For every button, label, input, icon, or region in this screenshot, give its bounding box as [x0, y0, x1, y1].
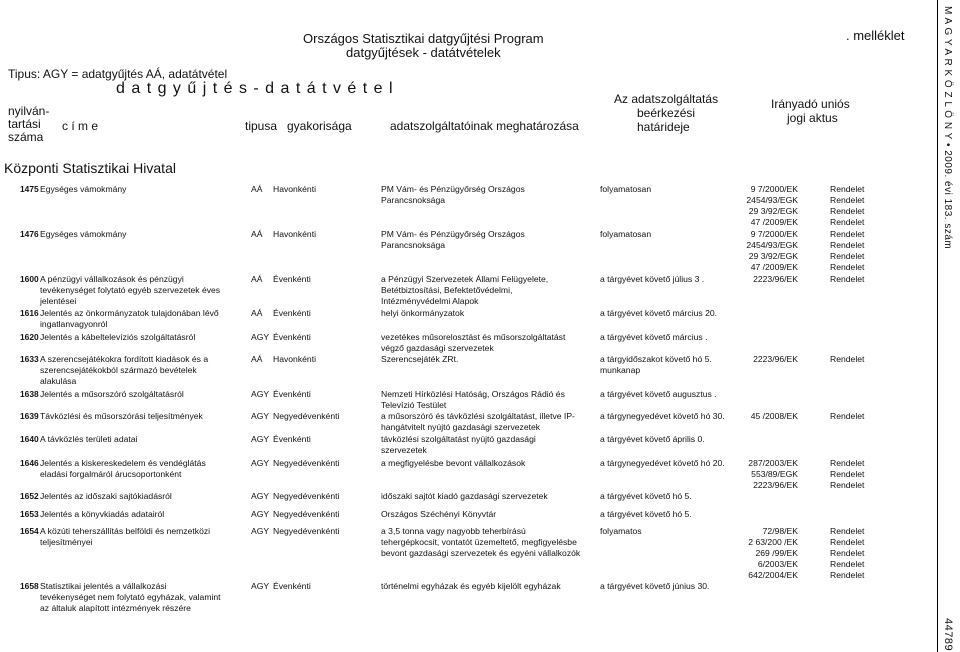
- row-provider: a Pénzügyi Szervezetek Állami Felügyelete, Betétbiztosítási, Befektetővédelmi, Intézményvédelmi Alapok: [381, 274, 549, 306]
- row-deadline: a tárgyévet követő március .: [600, 332, 708, 342]
- row-provider: a 3,5 tonna vagy nagyobb teherbírású tehergépkocsit, vontatót üzemeltető, megfigyelésbe bevont gazdasági szervezetek és egyéni vállalkozók: [381, 526, 581, 558]
- row-legal-type: Rendelet: [830, 411, 865, 421]
- row-frequency: Évenkénti: [273, 581, 311, 591]
- row-title: Jelentés a könyvkiadás adatairól: [40, 509, 165, 519]
- journal-name: M A G Y A R K Ö Z L Ö N Y • 2009. évi 183. szám: [942, 6, 953, 250]
- row-provider: időszaki sajtót kiadó gazdasági szervezetek: [381, 491, 548, 501]
- row-number: 1639: [20, 411, 39, 421]
- row-title: A szerencsejátékokra fordított kiadások és a szerencsejátékokból származó bevételek alakulása: [40, 354, 209, 386]
- row-number: 1476: [20, 229, 39, 239]
- row-title: Távközlési és műsorszórási teljesítmények: [40, 411, 203, 421]
- row-title: Jelentés az időszaki sajtókiadásról: [40, 491, 172, 501]
- row-legal-act: 72/98/EK 2 63/200 /EK 269 /99/EK 6/2003/EK 642/2004/EK: [748, 526, 798, 580]
- row-number: 1652: [20, 491, 39, 501]
- row-type: AÁ: [251, 184, 263, 194]
- row-provider: Országos Széchényi Könyvtár: [381, 509, 497, 519]
- col-header-hatarido-3: határideje: [637, 120, 690, 134]
- row-legal-type: Rendelet Rendelet Rendelet Rendelet Rendelet: [830, 526, 865, 580]
- row-title: Egységes vámokmány: [40, 184, 127, 194]
- row-deadline: folyamatos: [600, 526, 642, 536]
- row-type: AÁ: [251, 308, 263, 318]
- row-deadline: folyamatosan: [600, 229, 652, 239]
- row-type: AGY: [251, 389, 270, 399]
- col-header-jogi-2: jogi aktus: [787, 111, 838, 125]
- row-type: AGY: [251, 581, 270, 591]
- row-title: Jelentés a kábeltelevíziós szolgáltatásról: [40, 332, 196, 342]
- row-legal-type: Rendelet Rendelet Rendelet Rendelet: [830, 229, 865, 272]
- col-header-cime: c í m e: [62, 119, 99, 133]
- row-type: AÁ: [251, 274, 263, 284]
- row-title: Jelentés az önkormányzatok tulajdonában lévő ingatlanvagyonról: [40, 308, 219, 329]
- col-header-hatarido-2: beérkezési: [637, 106, 696, 120]
- row-provider: Nemzeti Hírközlési Hatóság, Országos Rádió és Televízió Testület: [381, 389, 565, 410]
- row-legal-act: 9 7/2000/EK 2454/93/EGK 29 3/92/EGK 47 /2009/EK: [746, 229, 798, 272]
- row-number: 1638: [20, 389, 39, 399]
- row-legal-act: 287/2003/EK 553/89/EGK 2223/96/EK: [748, 458, 798, 490]
- tipus-legend: Tipus: AGY = adatgyűjtés AÁ, adatátvétel: [8, 67, 228, 81]
- row-deadline: a tárgyévet követő július 3 .: [600, 274, 705, 284]
- col-header-nyilv-2: tartási: [8, 117, 41, 131]
- row-type: AÁ: [251, 229, 263, 239]
- organization-heading: Központi Statisztikai Hivatal: [4, 160, 176, 176]
- document-title: Országos Statisztikai datgyűjtési Program: [303, 31, 544, 46]
- row-type: AGY: [251, 458, 270, 468]
- row-deadline: a tárgynegyedévet követő hó 20.: [600, 458, 725, 468]
- row-number: 1658: [20, 581, 39, 591]
- row-frequency: Negyedévenkénti: [273, 491, 340, 501]
- row-legal-act: 9 7/2000/EK 2454/93/EGK 29 3/92/EGK 47 /2009/EK: [746, 184, 798, 227]
- row-provider: a megfigyelésbe bevont vállalkozások: [381, 458, 526, 468]
- col-header-tipusa: tipusa: [245, 119, 278, 133]
- row-legal-act: 2223/96/EK: [753, 354, 798, 364]
- row-legal-act: 2223/96/EK: [753, 274, 798, 284]
- row-title: Jelentés a műsorszóró szolgáltatásról: [40, 389, 184, 399]
- row-deadline: folyamatosan: [600, 184, 652, 194]
- col-header-adatszolgaltatok: adatszolgáltatóinak meghatározása: [390, 119, 579, 133]
- row-frequency: Évenkénti: [273, 274, 311, 284]
- row-provider: távközlési szolgáltatást nyújtó gazdasági szervezetek: [381, 434, 536, 455]
- row-frequency: Negyedévenkénti: [273, 458, 340, 468]
- row-provider: PM Vám- és Pénzügyőrség Országos Parancsnoksága: [381, 184, 525, 205]
- row-number: 1620: [20, 332, 39, 342]
- row-legal-type: Rendelet: [830, 354, 865, 364]
- col-header-gyakorisaga: gyakorisága: [287, 119, 352, 133]
- row-provider: PM Vám- és Pénzügyőrség Országos Parancsnoksága: [381, 229, 525, 250]
- row-provider: vezetékes műsorelosztást és műsorszolgáltatást végző gazdasági szervezetek: [381, 332, 566, 353]
- row-provider: Szerencsejáték ZRt.: [381, 354, 459, 364]
- row-title: Jelentés a kiskereskedelem és vendéglátás eladási forgalmáról árucsoportonként: [40, 458, 206, 479]
- row-legal-type: Rendelet Rendelet Rendelet Rendelet: [830, 184, 865, 227]
- row-frequency: Havonkénti: [273, 184, 316, 194]
- row-type: AGY: [251, 411, 270, 421]
- row-number: 1633: [20, 354, 39, 364]
- row-deadline: a tárgyévet követő hó 5.: [600, 509, 692, 519]
- row-type: AGY: [251, 491, 270, 501]
- row-provider: helyi önkormányzatok: [381, 308, 465, 318]
- row-deadline: a tárgyidőszakot követő hó 5. munkanap: [600, 354, 712, 375]
- row-deadline: a tárgyévet követő augusztus .: [600, 389, 717, 399]
- row-legal-type: Rendelet: [830, 274, 865, 284]
- row-frequency: Negyedévenkénti: [273, 509, 340, 519]
- row-number: 1653: [20, 509, 39, 519]
- row-type: AGY: [251, 509, 270, 519]
- row-deadline: a tárgynegyedévet követő hó 30.: [600, 411, 725, 421]
- row-frequency: Negyedévenkénti: [273, 526, 340, 536]
- page-number: 44789: [942, 618, 954, 652]
- row-provider: a műsorszóró és távközlési szolgáltatást, illetve IP- hangátvitelt nyújtó gazdasági szervezetek: [381, 411, 575, 432]
- col-header-nyilv-3: száma: [8, 130, 44, 144]
- row-title: A közúti teherszállítás belföldi és nemzetközi teljesítményei: [40, 526, 211, 547]
- row-frequency: Évenkénti: [273, 308, 311, 318]
- row-deadline: a tárgyévet követő június 30.: [600, 581, 710, 591]
- journal-sidebar: [937, 0, 960, 652]
- row-number: 1616: [20, 308, 39, 318]
- row-type: AGY: [251, 526, 270, 536]
- row-frequency: Évenkénti: [273, 434, 311, 444]
- row-legal-type: Rendelet Rendelet Rendelet: [830, 458, 865, 490]
- document-subtitle: datgyűjtések - datátvételek: [346, 45, 501, 60]
- row-number: 1654: [20, 526, 39, 536]
- row-title: A távközlés területi adatai: [40, 434, 138, 444]
- annex-label: . melléklet: [846, 28, 905, 43]
- row-number: 1600: [20, 274, 39, 284]
- row-deadline: a tárgyévet követő április 0.: [600, 434, 705, 444]
- row-type: AÁ: [251, 354, 263, 364]
- row-deadline: a tárgyévet követő hó 5.: [600, 491, 692, 501]
- col-header-nyilv-1: nyilván-: [8, 104, 50, 118]
- section-heading: d a t g y ű j t é s - d a t á t v é t e l: [116, 80, 394, 97]
- row-title: A pénzügyi vállalkozások és pénzügyi tevékenységet folytató egyéb szervezetek éves jelentései: [40, 274, 221, 306]
- row-number: 1640: [20, 434, 39, 444]
- row-number: 1646: [20, 458, 39, 468]
- row-number: 1475: [20, 184, 39, 194]
- row-type: AGY: [251, 332, 270, 342]
- row-frequency: Havonkénti: [273, 354, 316, 364]
- row-title: Statisztikai jelentés a vállalkozási tevékenységet nem folytató egyházak, valamint az általuk alapított intézmények részére: [40, 581, 221, 613]
- row-provider: történelmi egyházak és egyéb kijelölt egyházak: [381, 581, 561, 591]
- row-frequency: Negyedévenkénti: [273, 411, 340, 421]
- row-frequency: Havonkénti: [273, 229, 316, 239]
- row-legal-act: 45 /2008/EK: [750, 411, 798, 421]
- row-deadline: a tárgyévet követő március 20.: [600, 308, 718, 318]
- row-frequency: Évenkénti: [273, 389, 311, 399]
- col-header-hatarido-1: Az adatszolgáltatás: [614, 92, 719, 106]
- col-header-jogi-1: Irányadó uniós: [771, 97, 850, 111]
- row-type: AGY: [251, 434, 270, 444]
- row-frequency: Évenkénti: [273, 332, 311, 342]
- row-title: Egységes vámokmány: [40, 229, 127, 239]
